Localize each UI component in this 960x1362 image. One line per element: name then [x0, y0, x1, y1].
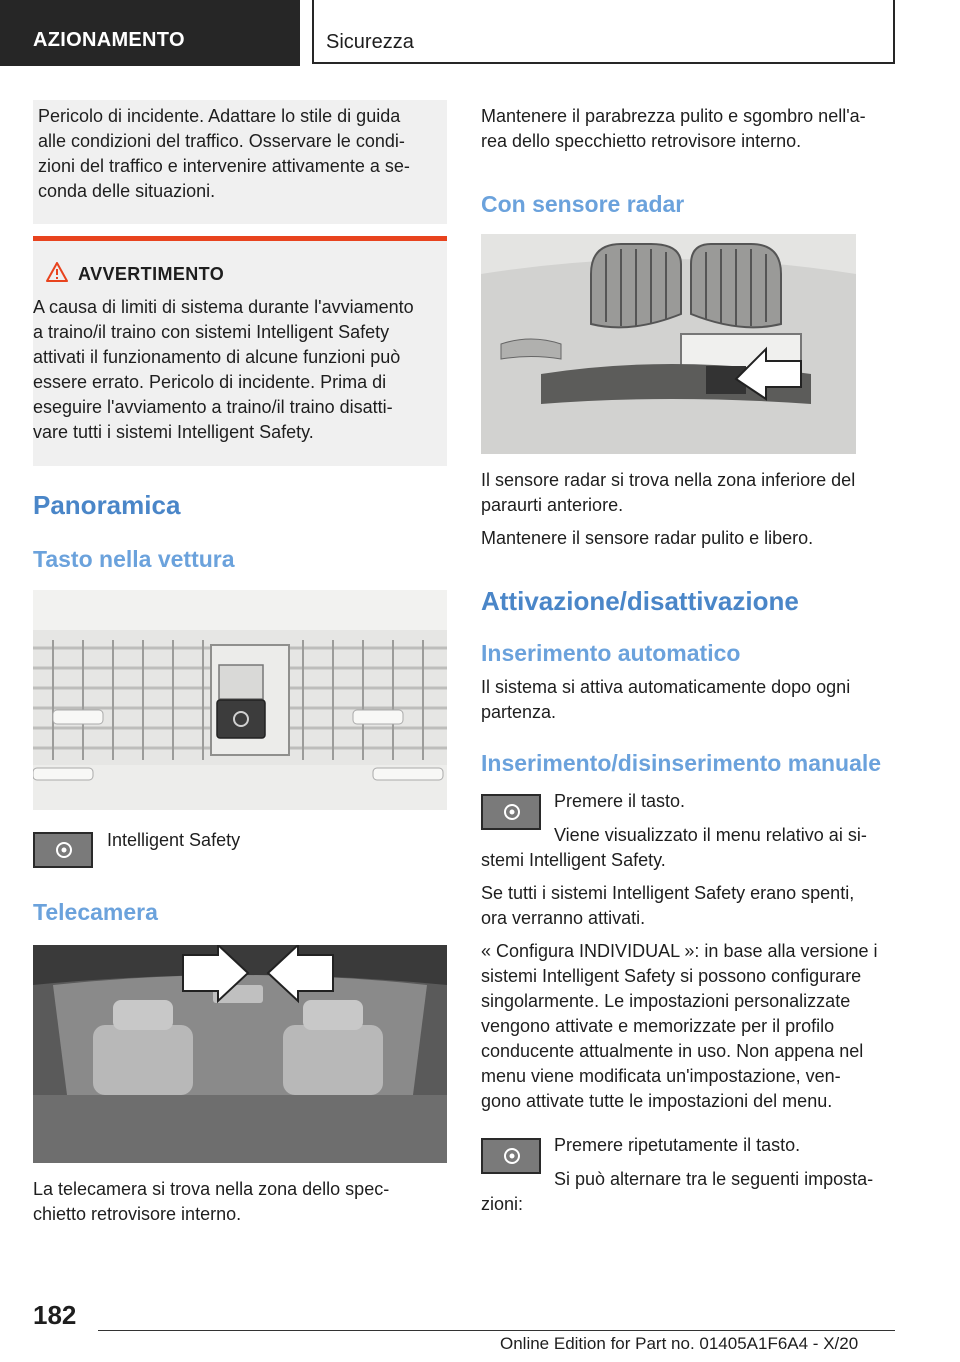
auto-line-1: Il sistema si attiva automaticamente dopo ogni — [481, 677, 851, 697]
menu-line-1: Viene visualizzato il menu relativo ai si- — [554, 825, 867, 845]
press-button-text: Premere il tasto. — [554, 791, 686, 811]
spenti-line-1: Se tutti i sistemi Intelligent Safety erano spenti, — [481, 883, 855, 903]
intelligent-safety-label: Intelligent Safety — [107, 830, 241, 850]
intelligent-safety-button-icon-1 — [481, 794, 541, 830]
auto-line-2: partenza. — [481, 702, 557, 722]
heading-inserimento-automatico: Inserimento automatico — [481, 640, 741, 666]
heading-tasto: Tasto nella vettura — [33, 546, 235, 572]
heading-radar: Con sensore radar — [481, 191, 685, 217]
heading-telecamera: Telecamera — [33, 899, 158, 925]
configura-line-6: menu viene modificata un'impostazione, ven- — [481, 1066, 841, 1086]
figure-radar-sensor — [481, 234, 856, 454]
warning-line-2: a traino/il traino con sistemi Intelligent Safety — [33, 322, 390, 342]
warning-line-3: attivati il funzionamento di alcune funzioni può — [33, 347, 401, 367]
warning-line-4: essere errato. Pericolo di incidente. Prima di — [33, 372, 387, 392]
header-chapter-label: Sicurezza — [326, 31, 414, 53]
configura-line-3: singolarmente. Le impostazioni personalizzate — [481, 991, 851, 1011]
figure-camera-interior — [33, 945, 447, 1163]
warning-line-1: A causa di limiti di sistema durante l'avviamento — [33, 297, 414, 317]
intro-line-2: alle condizioni del traffico. Osservare le condi- — [38, 131, 405, 151]
warning-line-6: vare tutti i sistemi Intelligent Safety. — [33, 422, 314, 442]
figure-button-in-vehicle — [33, 590, 447, 810]
footer-divider — [98, 1330, 895, 1331]
heading-inserimento-manuale: Inserimento/disinserimento manuale — [481, 750, 882, 776]
press-repeat-text: Premere ripetutamente il tasto. — [554, 1135, 801, 1155]
warning-line-5: eseguire l'avviamento a traino/il traino disatti- — [33, 397, 393, 417]
configura-line-1: « Configura INDIVIDUAL »: in base alla versione i — [481, 941, 878, 961]
spenti-line-2: ora verranno attivati. — [481, 908, 646, 928]
alternate-line-1: Si può alternare tra le seguenti imposta- — [554, 1169, 874, 1189]
page-number: 182 — [33, 1300, 77, 1330]
intelligent-safety-button-icon — [33, 832, 93, 868]
configura-line-7: gono attivate tutte le impostazioni del menu. — [481, 1091, 833, 1111]
right-intro-line-2: rea dello specchietto retrovisore interno. — [481, 131, 802, 151]
configura-line-2: sistemi Intelligent Safety si possono configurare — [481, 966, 862, 986]
radar-line-1: Il sensore radar si trova nella zona inferiore del — [481, 470, 856, 490]
right-intro-line-1: Mantenere il parabrezza pulito e sgombro nell'a- — [481, 106, 866, 126]
configura-line-4: vengono attivate e memorizzate per il profilo — [481, 1016, 835, 1036]
warning-bar — [33, 236, 447, 241]
configura-line-5: conducente attualmente in uso. Non appena nel — [481, 1041, 864, 1061]
warning-title: AVVERTIMENTO — [78, 264, 225, 284]
radar-line-2: paraurti anteriore. — [481, 495, 624, 515]
heading-attivazione: Attivazione/disattivazione — [481, 586, 799, 616]
telecamera-line-2: chietto retrovisore interno. — [33, 1204, 242, 1224]
heading-panoramica: Panoramica — [33, 490, 181, 520]
intro-line-4: conda delle situazioni. — [38, 181, 216, 201]
warning-triangle-icon — [46, 262, 68, 282]
intelligent-safety-button-icon-2 — [481, 1138, 541, 1174]
intro-line-3: zioni del traffico e intervenire attivamente a se- — [38, 156, 410, 176]
telecamera-line-1: La telecamera si trova nella zona dello spec- — [33, 1179, 390, 1199]
header-section-label: AZIONAMENTO — [33, 29, 185, 51]
intro-line-1: Pericolo di incidente. Adattare lo stile di guida — [38, 106, 401, 126]
alternate-line-2: zioni: — [481, 1194, 524, 1214]
radar-clean-text: Mantenere il sensore radar pulito e libero. — [481, 528, 814, 548]
footer-edition: Online Edition for Part no. 01405A1F6A4 - X/20 — [500, 1334, 859, 1353]
menu-line-2: stemi Intelligent Safety. — [481, 850, 666, 870]
